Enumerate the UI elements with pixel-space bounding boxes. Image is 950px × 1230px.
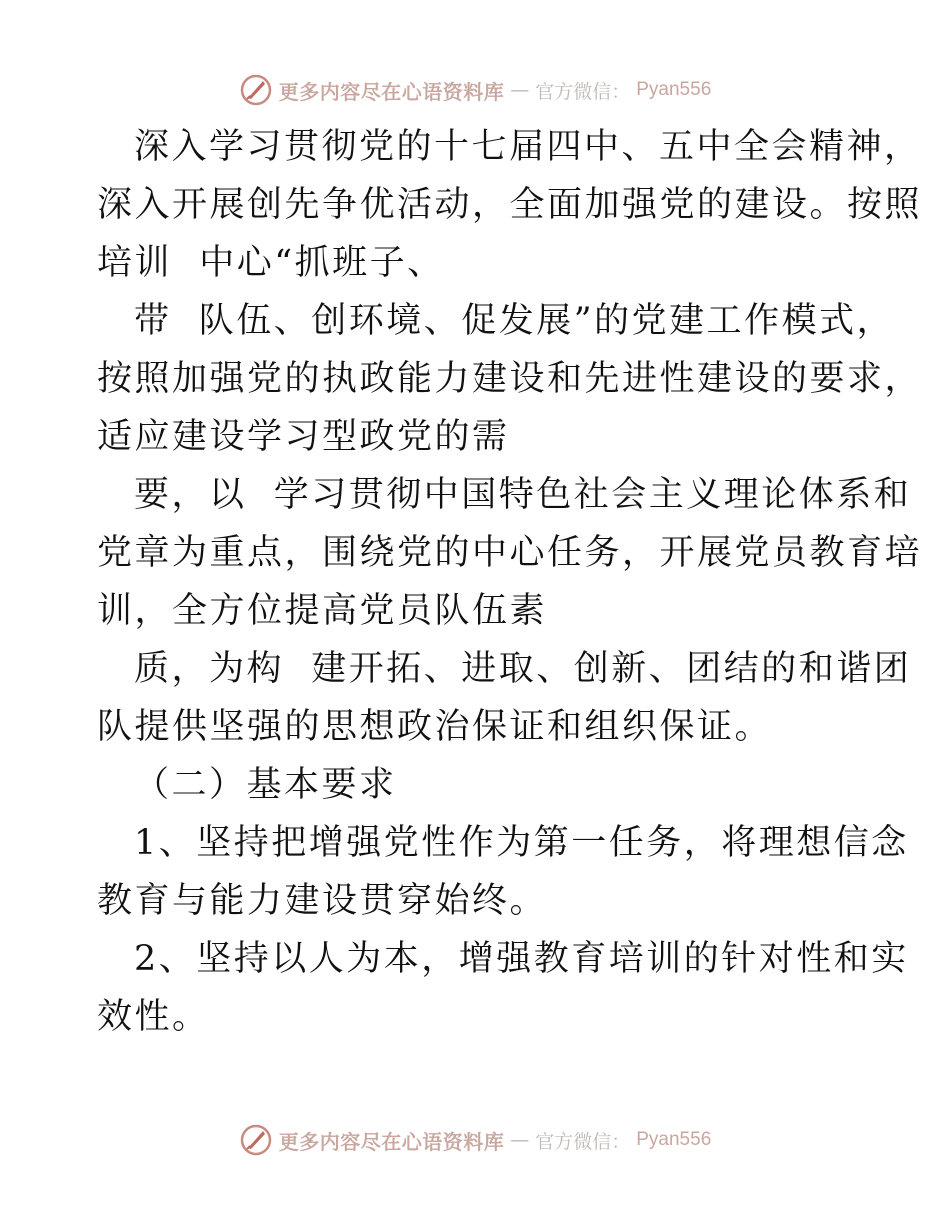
paragraph-line: 适应建设学习型政党的需	[97, 417, 510, 457]
paragraph-line: 按照加强党的执政能力建设和先进性建设的要求，	[97, 359, 923, 399]
paragraph-line: 带 队伍、创环境、促发展”的党建工作模式，	[134, 301, 895, 341]
document-body	[97, 118, 923, 1046]
section-heading: （二）基本要求	[134, 765, 397, 805]
paragraph-line: 2、坚持以人为本，增强教育培训的针对性和实	[134, 939, 909, 979]
paragraph-line: 深入开展创先争优活动，全面加强党的建设。按照	[97, 185, 923, 225]
watermark-text: 更多内容尽在心语资料库	[278, 1129, 505, 1154]
paragraph-line: 要，以 学习贯彻中国特色社会主义理论体系和	[134, 475, 912, 515]
footer-watermark	[0, 1120, 950, 1160]
paragraph-line: 深入学习贯彻党的十七届四中、五中全会精神，	[134, 127, 922, 167]
quill-logo-icon	[239, 73, 273, 107]
paragraph-line: 党章为重点，围绕党的中心任务，开展党员教育培	[97, 533, 923, 573]
header-watermark	[0, 70, 950, 110]
paragraph-line: 培训 中心“抓班子、	[97, 243, 445, 283]
watermark-wechat-label: 官方微信：	[535, 80, 631, 103]
paragraph-line: 1、坚持把增强党性作为第一任务，将理想信念	[134, 823, 909, 863]
paragraph-line: 训，全方位提高党员队伍素	[97, 591, 548, 631]
watermark-wechat-id: Pyan556	[636, 79, 712, 100]
watermark-wechat-label: 官方微信：	[535, 1130, 631, 1153]
paragraph-line: 教育与能力建设贯穿始终。	[97, 881, 548, 921]
paragraph-line: 质，为构 建开拓、进取、创新、团结的和谐团	[134, 649, 912, 689]
paragraph-line: 效性。	[97, 997, 210, 1037]
watermark-dash: —	[510, 79, 530, 101]
watermark-dash: —	[510, 1129, 530, 1151]
watermark-wechat-id: Pyan556	[636, 1129, 712, 1150]
quill-logo-icon	[239, 1123, 273, 1157]
paragraph-line: 队提供坚强的思想政治保证和组织保证。	[97, 707, 773, 747]
watermark-text: 更多内容尽在心语资料库	[278, 79, 505, 104]
